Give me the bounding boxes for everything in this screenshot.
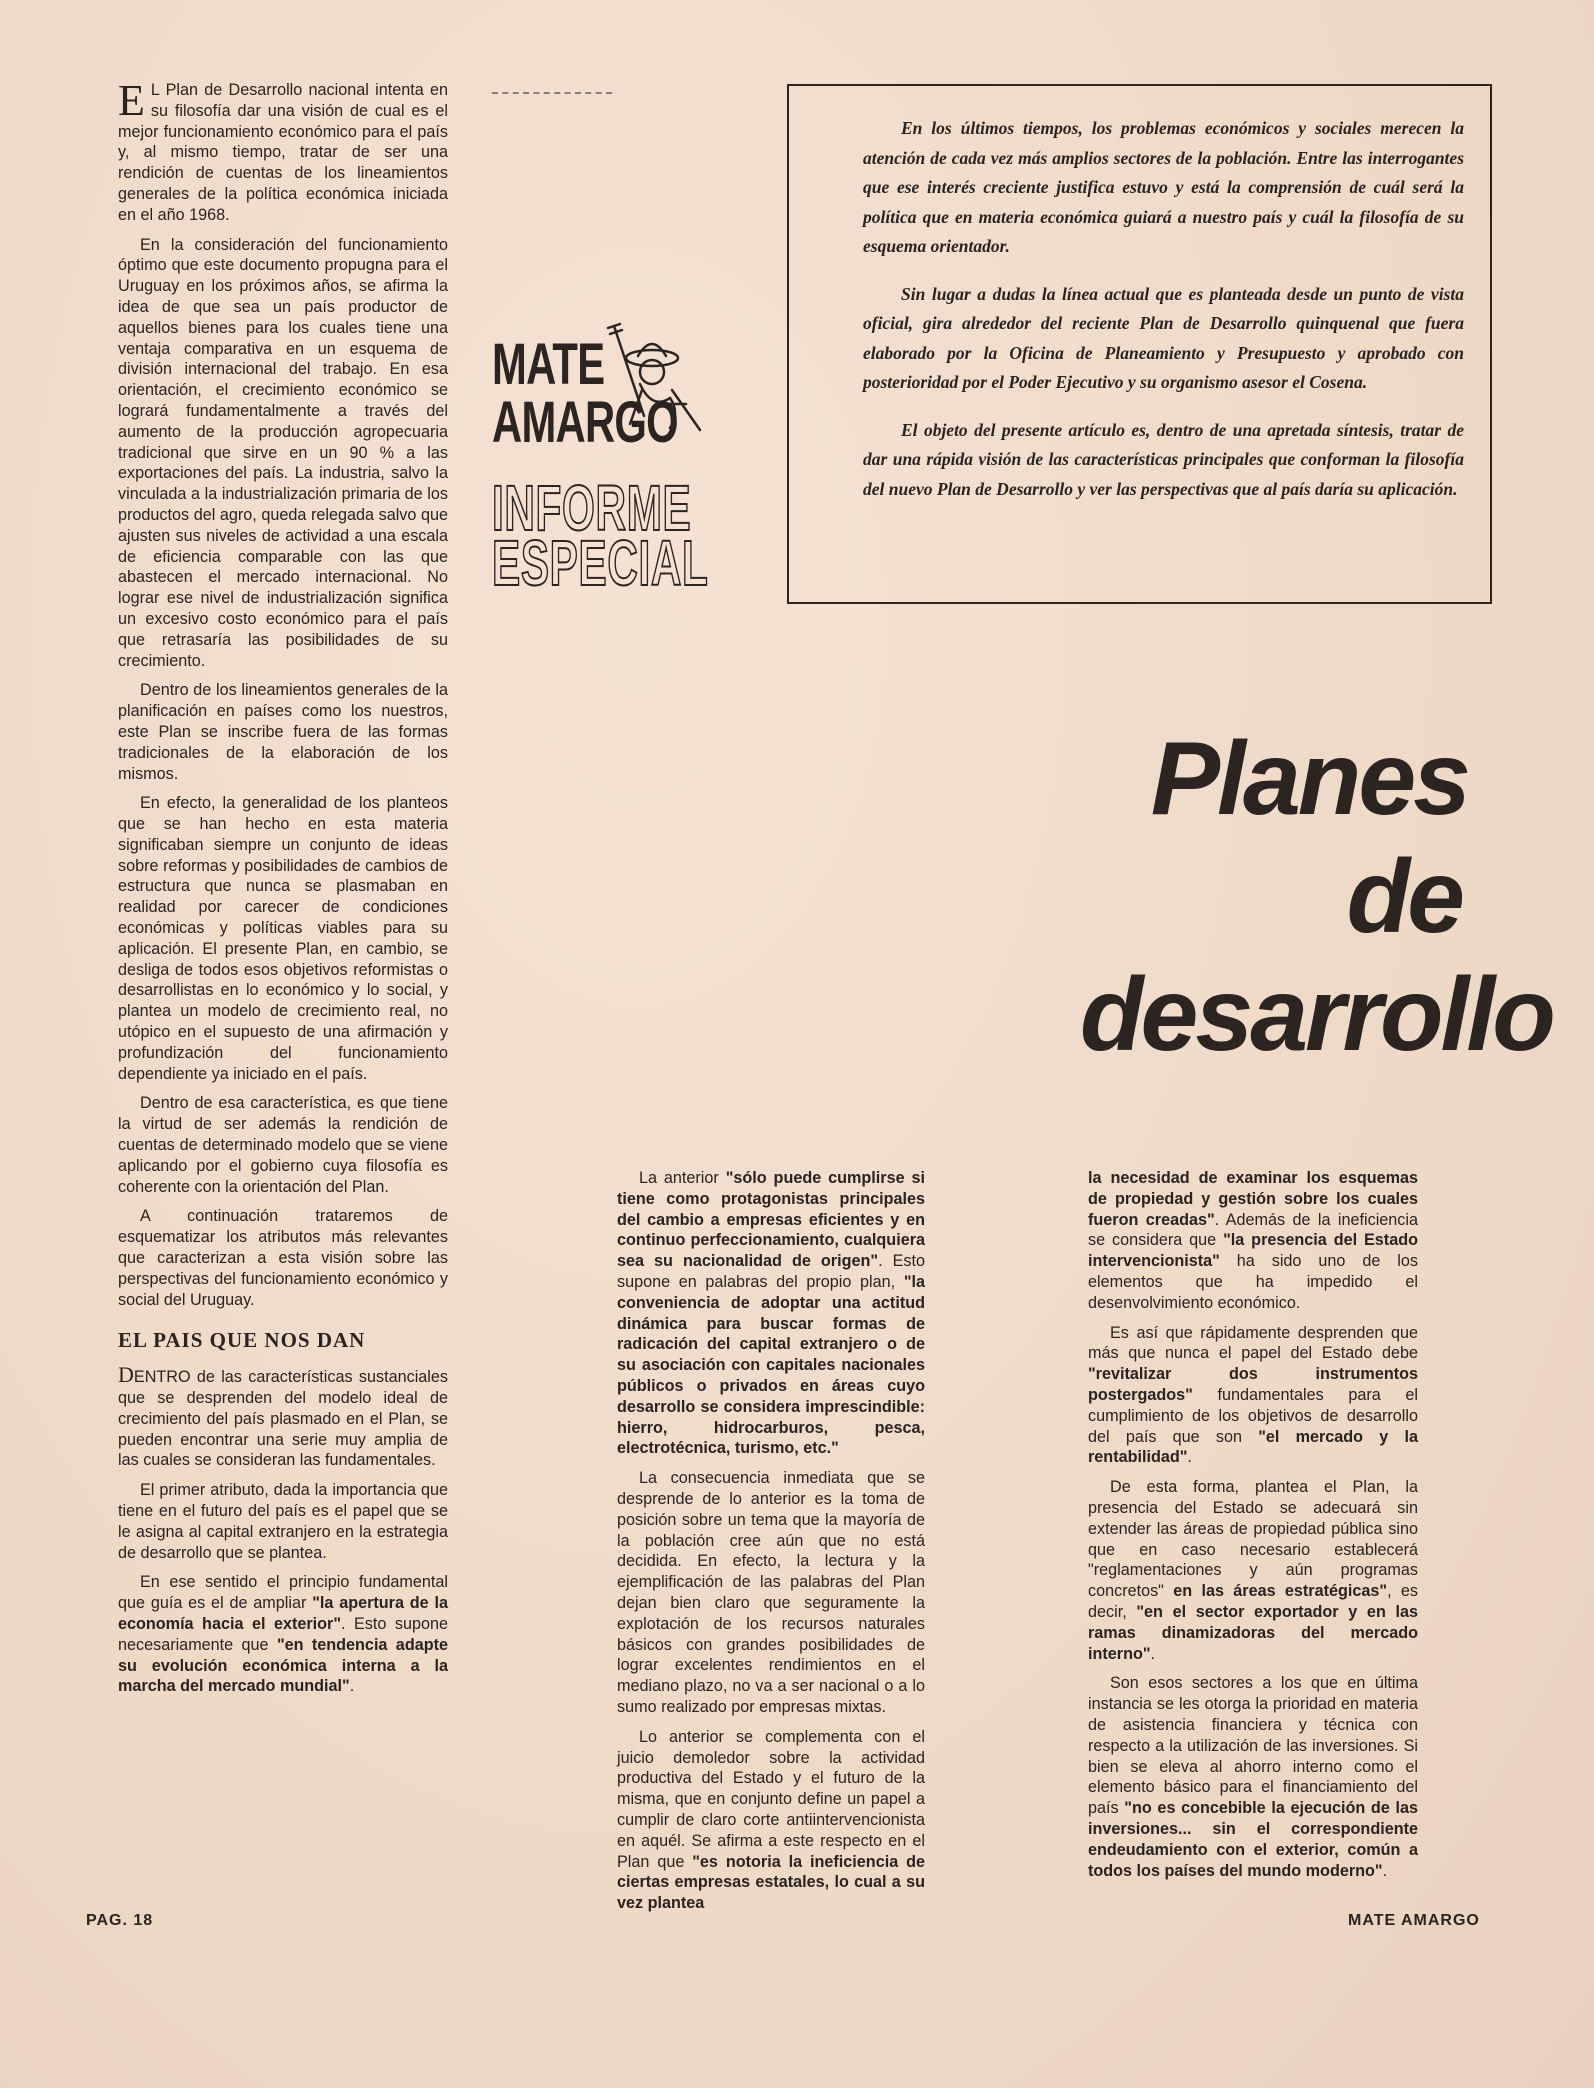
- quoted-text: "en tendencia adapte su evolución económica interna a la marcha del mercado mundial": [118, 1635, 448, 1696]
- quoted-text: "la conveniencia de adoptar una actitud dinámica para buscar formas de radicación del capital extranjero o de su asociación con capitales nacionales públicos o privados en áreas cuyo desarrollo se considera imprescindible: hierro, hidrocarburos, pesca, electrotécnica, turismo, etc.": [617, 1272, 925, 1458]
- logo-text-especial: ESPECIAL: [492, 527, 709, 599]
- paragraph: [118, 76, 448, 226]
- text-run: , es decir,: [1088, 1582, 1418, 1621]
- paragraph: [1088, 1323, 1418, 1469]
- paragraph: [118, 1572, 448, 1697]
- gaucho-mascot-icon: [600, 320, 710, 440]
- text-run: Son esos sectores a los que en última instancia se les otorga la prioridad en materia de asistencia financiera y técnica con respecto a la utilización de las inversiones. Si bien se eleva al ahorro interno como el elemento básico para el financiamiento del país: [1088, 1674, 1418, 1818]
- paragraph: [1088, 1477, 1418, 1664]
- quoted-text: "no es concebible la ejecución de las inversiones... sin el correspondiente endeudamiento con el exterior, común a todos los países del mundo moderno": [1088, 1799, 1418, 1880]
- quoted-text: "la presencia del Estado intervencionista": [1088, 1231, 1418, 1271]
- paragraph: [617, 1727, 925, 1914]
- article-column-1: [118, 76, 448, 1706]
- mate-amargo-informe-especial-logo: [492, 320, 722, 610]
- text-run: Lo anterior se complementa con el juicio demoledor sobre la actividad productiva del Estado y el futuro de la misma, que en conjunto define un papel a cumplir de claro corte antiintervencionista en aquél. Se afirma a este respecto en el Plan que: [617, 1727, 925, 1871]
- paragraph: Dentro de los lineamientos generales de la planificación en países como los nuestros, este Plan se inscribe fuera de las formas tradicionales de la elaboración de los mismos.: [118, 681, 448, 783]
- text-run: . Además de la ineficiencia se considera que: [1088, 1210, 1418, 1250]
- quoted-text: "es notoria la ineficiencia de ciertas empresas estatales, lo cual a su vez plantea: [617, 1852, 926, 1913]
- logo-text-mate: MATE: [492, 332, 605, 397]
- quoted-text: "en el sector exportador y en las ramas dinamizadoras del mercado interno": [1088, 1602, 1419, 1663]
- quoted-text: "la apertura de la economía hacia el exterior": [118, 1594, 448, 1633]
- paragraph: [118, 1362, 448, 1471]
- intro-paragraph: El objeto del presente artículo es, dentro de una apretada síntesis, tratar de dar una rápida visión de las características principales que conforman la filosofía del nuevo Plan de Desarrollo y ver las perspectivas que al país daría su aplicación.: [863, 419, 1464, 499]
- intro-box: [787, 84, 1492, 604]
- text-run: Es así que rápidamente desprenden que más que nunca el papel del Estado debe: [1088, 1323, 1418, 1363]
- article-column-2: [617, 1168, 925, 1923]
- text-run: . Esto supone en palabras del propio plan,: [617, 1252, 925, 1291]
- text-run: . Esto supone necesariamente que: [118, 1614, 448, 1654]
- intro-paragraph: En los últimos tiempos, los problemas económicos y sociales merecen la atención de cada vez más amplios sectores de la población. Entre las interrogantes que ese interés creciente justifica estuvo y está la comprensión de cuál será la política que en materia económica guiará a nuestro país y cuál la filosofía de su esquema orientador.: [863, 118, 1464, 256]
- text-run: .: [1187, 1448, 1192, 1467]
- article-column-3: [1088, 1168, 1418, 1890]
- headline-line: Planes: [1150, 721, 1468, 837]
- paragraph: En efecto, la generalidad de los planteos que se han hecho en esta materia significaban siempre un conjunto de ideas sobre reformas y posibilidades de cambios de estructura que nunca se plasmaban en realidad por carecer de condiciones económicas y políticas viables para su aplicación. El presente Plan, en cambio, se desliga de todos esos objetivos reformistas o desarrollistas en lo económico y lo social, y plantea un modelo de crecimiento real, no utópico en el supuesto de una afirmación y profundización del funcionamiento dependiente ya iniciado en el país.: [118, 794, 448, 1083]
- quoted-text: la necesidad de examinar los esquemas de propiedad y gestión sobre los cuales fueron creadas": [1088, 1169, 1418, 1229]
- intro-paragraph: Sin lugar a dudas la línea actual que es planteada desde un punto de vista oficial, gira alrededor del reciente Plan de Desarrollo quinquenal que fuera elaborado por la Oficina de Planeamiento y Presupuesto y aprobado con posterioridad por el Poder Ejecutivo y su organismo asesor el Cosena.: [863, 283, 1464, 392]
- drop-cap: D: [118, 1362, 134, 1388]
- paragraph: El primer atributo, dada la importancia que tiene en el futuro del país es el papel que se le asigna al capital extranjero en la estrategia de desarrollo que se plantea.: [118, 1481, 448, 1562]
- quoted-text: "revitalizar dos instrumentos postergados": [1088, 1365, 1418, 1404]
- paragraph: La consecuencia inmediata que se desprende de lo anterior es la toma de posición sobre un tema que la mayoría de la población cree aún que no está decidida. En efecto, la lectura y la ejemplificación de las palabras del Plan dejan bien claro que seguramente la explotación de los recursos naturales básicos con grandes posibilidades de lograr excelentes rendimientos en el mediano plazo, no va a ser nacional o a lo sumo realizado por empresas mixtas.: [617, 1469, 925, 1716]
- quoted-text: "el mercado y la rentabilidad": [1088, 1427, 1418, 1467]
- page-number: PAG. 18: [86, 1912, 154, 1929]
- paragraph: [1088, 1168, 1418, 1314]
- logo-text-amargo: AMARGO: [492, 390, 678, 455]
- paragraph: [1088, 1673, 1418, 1881]
- headline: [1080, 720, 1553, 1074]
- decorative-dashes: [492, 92, 612, 98]
- drop-cap: E: [118, 76, 145, 125]
- text-run: ha sido uno de los elementos que ha impedido el desenvolvimiento económico.: [1088, 1252, 1418, 1312]
- text-run: .: [349, 1677, 355, 1696]
- headline-line: de: [1346, 839, 1462, 955]
- paragraph: [617, 1168, 925, 1459]
- text-run: En ese sentido el principio fundamental que guía es el de ampliar: [118, 1573, 448, 1613]
- text-run: De esta forma, plantea el Plan, la presencia del Estado se adecuará sin extender las áreas de propiedad pública sino que en caso necesario establecerá "reglamentaciones y aún programas concretos": [1088, 1478, 1418, 1601]
- headline-line: desarrollo: [1080, 957, 1553, 1073]
- quoted-text: en las áreas estratégicas": [1173, 1582, 1388, 1601]
- text-run: .: [1150, 1644, 1156, 1663]
- text-run: fundamentales para el cumplimiento de los objetivos de desarrollo del país que son: [1088, 1385, 1418, 1446]
- quoted-text: "sólo puede cumplirse si tiene como protagonistas principales del cambio a empresas eficientes y en continuo perfeccionamiento, cualquiera sea su nacionalidad de origen": [617, 1169, 925, 1271]
- logo-text-informe: INFORME: [492, 472, 692, 544]
- section-heading: EL PAIS QUE NOS DAN: [118, 1328, 366, 1353]
- text-run: La anterior: [639, 1169, 726, 1187]
- paragraph-text: ENTRO de las características sustanciales que se desprenden del modelo ideal de crecimiento del país plasmado en el Plan, se pueden encontrar una serie muy amplia de las cuales se consideran las fundamentales.: [118, 1368, 448, 1470]
- publication-name: MATE AMARGO: [1348, 1912, 1480, 1929]
- paragraph: En la consideración del funcionamiento óptimo que este documento propugna para el Uruguay en los próximos años, se afirma la idea de que sea un país productor de aquellos bienes para los cuales tiene una ventaja comparativa en un esquema de división internacional del trabajo. En esa orientación, el crecimiento económico se logrará fundamentalmente a través del aumento de la producción agropecuaria tradicional que sirve en un 90 % a las exportaciones del país. La industria, salvo la vinculada a la industrialización primaria de los productos del agro, queda relegada salvo que ajusten sus niveles de actividad a una escala de eficiencia comparable con las que abastecen el mercado internacional. No lograr ese nivel de industrialización significa un excesivo costo económico para el país que retrasaría las posibilidades de su crecimiento.: [118, 235, 448, 670]
- paragraph: A continuación trataremos de esquematizar los atributos más relevantes que caracterizan a esta visión sobre las perspectivas del funcionamiento económico y social del Uruguay.: [118, 1207, 448, 1309]
- paragraph: Dentro de esa característica, es que tiene la virtud de ser además la rendición de cuentas de determinado modelo que se viene aplicando por el gobierno cuya filosofía es coherente con la orientación del Plan.: [118, 1094, 448, 1196]
- text-run: .: [1382, 1861, 1388, 1880]
- paragraph-text: L Plan de Desarrollo nacional intenta en su filosofía dar una visión de cual es el mejor funcionamiento económico para el país y, al mismo tiempo, tratar de ser una rendición de cuentas de los lineamientos generales de la política económica iniciada en el año 1968.: [118, 81, 448, 224]
